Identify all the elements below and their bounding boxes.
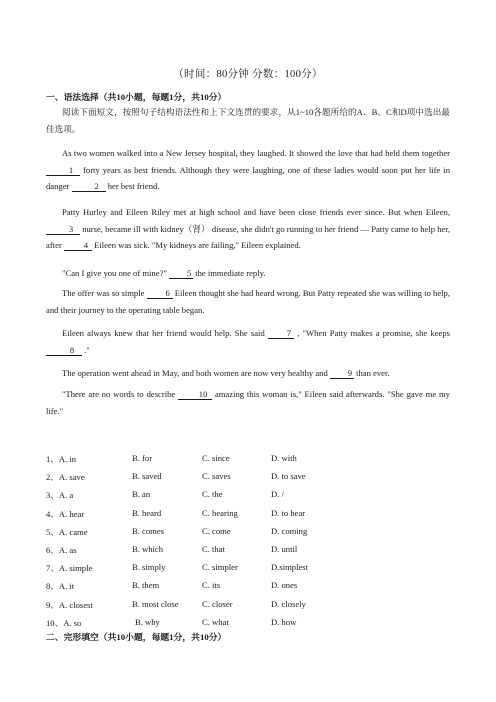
option-b: B. which	[132, 543, 164, 554]
option-a: 4、A. hear	[46, 508, 85, 519]
section-1-heading: 一、语法选择（共10小题，每题1分，共10分）	[46, 92, 227, 102]
passage-paragraph-1	[46, 145, 450, 195]
option-a: 2、A. save	[46, 472, 85, 483]
blank-3: 3	[46, 224, 80, 235]
option-d: D. to save	[271, 471, 306, 482]
option-b: B. why	[135, 616, 160, 627]
passage-paragraph-6	[46, 365, 450, 382]
option-c: C. closer	[202, 598, 233, 609]
option-d: D. coming	[271, 525, 308, 536]
option-a: 3、A. a	[46, 490, 74, 501]
passage-text: The offer was so simple	[62, 288, 145, 298]
option-d: D. until	[271, 543, 298, 554]
option-row-2	[46, 471, 466, 489]
section-2-heading: 二、完形填空（共10小题，每题1分，共10分）	[46, 632, 227, 642]
option-a: 10、A. so	[46, 617, 82, 628]
answer-options-list	[46, 453, 466, 635]
option-d: D. how	[271, 616, 297, 627]
blank-2: 2	[72, 181, 106, 192]
option-c: C. what	[202, 616, 229, 627]
option-c: C. its	[202, 580, 221, 591]
passage-text: Eileen always knew that her friend would help. She said	[62, 328, 265, 338]
passage-paragraph-3	[46, 265, 450, 282]
option-a: 1、A. in	[46, 454, 77, 464]
passage-text: , "When Patty makes a promise, she keeps	[297, 328, 450, 338]
option-b: B. an	[132, 489, 151, 500]
option-a: 8、A. it	[46, 581, 75, 592]
blank-8: 8	[46, 345, 82, 356]
option-d: D. /	[271, 489, 284, 500]
option-row-6	[46, 544, 466, 562]
passage-text: nurse, became ill with kidney（肾） disease, she didn't go running to her friend — Patty came to help her, after	[46, 223, 450, 251]
exam-time-score-header: （时间：80分钟 分数：100分）	[173, 69, 323, 80]
passage-text: As two women walked into a New Jersey hospital, they laughed. It showed the love that had held them together	[62, 148, 450, 158]
passage-text: amazing this woman is," Eileen said afterwards. "She gave me my life."	[46, 389, 450, 416]
passage-text: "There are no words to describe	[62, 389, 176, 399]
passage-text: ."	[84, 344, 90, 355]
passage-text: than ever.	[356, 368, 390, 378]
passage-text: forty years as best friends. Although they were laughing, one of these ladies would soon put her life in danger	[46, 164, 450, 192]
option-d: D. closely	[271, 598, 306, 609]
option-row-8	[46, 580, 466, 598]
option-b: B. saved	[132, 471, 162, 482]
blank-7: 7	[268, 328, 294, 339]
option-d: D.simplest	[271, 562, 309, 573]
option-b: B. heard	[132, 507, 162, 518]
passage-text: "Can I give you one of mine?"	[62, 268, 167, 278]
passage-text: the immediate reply.	[195, 268, 266, 278]
blank-1: 1	[46, 165, 80, 176]
option-c: C. simpler	[202, 562, 238, 573]
option-row-1	[46, 453, 466, 471]
blank-10: 10	[178, 389, 212, 400]
passage-paragraph-5	[46, 325, 450, 358]
option-a: 6、A. as	[46, 544, 77, 555]
option-b: B. comes	[132, 525, 164, 536]
option-c: C. the	[202, 489, 223, 500]
passage-text: Eileen was sick. "My kidneys are failing," Eileen explained.	[94, 240, 301, 251]
option-row-4	[46, 508, 466, 526]
passage-text: Eileen thought she had heard wrong. But Patty repeated she was willing to help, and their journey to the operating table began.	[46, 288, 450, 315]
passage-text: The operation went ahead in May, and both women are now very healthy and	[62, 368, 328, 378]
blank-9: 9	[330, 368, 354, 379]
option-c: C. that	[202, 543, 225, 554]
passage-paragraph-7	[46, 386, 450, 419]
passage-text: Patty Hurley and Eileen Riley met at high school and have been close friends ever since. But when Eileen,	[62, 207, 450, 217]
option-row-9	[46, 599, 466, 617]
option-row-5	[46, 526, 466, 544]
option-b: B. most close	[132, 598, 179, 609]
option-row-3	[46, 489, 466, 507]
option-b: B. simply	[132, 562, 166, 573]
option-c: C. since	[202, 453, 230, 463]
section-1-instructions: 阅读下面短文，按照句子结构语法性和上下文连贯的要求，从1~10各题所给的A、B、C和D项中选出最佳选项。	[46, 107, 450, 134]
option-a: 5、A. came	[46, 526, 88, 537]
option-row-7	[46, 562, 466, 580]
passage-paragraph-2	[46, 204, 450, 254]
blank-6: 6	[147, 288, 173, 299]
option-d: D. with	[271, 453, 297, 463]
passage-paragraph-4	[46, 285, 450, 318]
option-c: C. come	[202, 525, 231, 536]
blank-4: 4	[64, 240, 92, 251]
option-d: D. ones	[271, 580, 298, 591]
option-a: 9、A. closest	[46, 599, 93, 610]
option-d: D. to hear	[271, 507, 306, 518]
option-b: B. for	[132, 453, 153, 463]
option-c: C. hearing	[202, 507, 238, 518]
option-b: B. them	[132, 580, 160, 591]
passage-text: her best friend.	[107, 181, 160, 192]
blank-5: 5	[169, 268, 193, 279]
option-c: C. saves	[202, 471, 231, 482]
option-a: 7、A. simple	[46, 563, 93, 574]
